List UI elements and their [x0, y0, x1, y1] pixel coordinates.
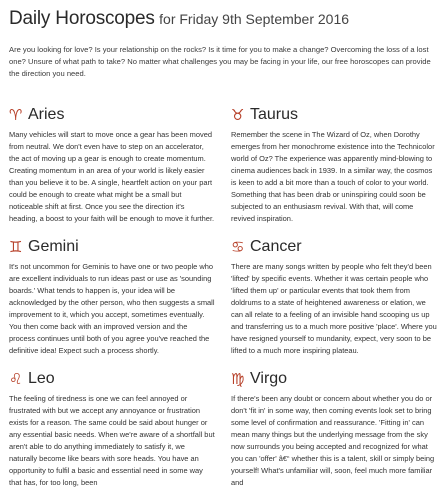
- intro-text: Are you looking for love? Is your relationship on the rocks? Is it time for you to make a change? Overcoming the loss of a lost one? Unsure of what path to take? No matter what challenges you may be facing in your life, our free horoscopes can provide the direction you need.: [9, 45, 431, 78]
- sign-name-taurus[interactable]: Taurus: [250, 106, 299, 123]
- page-header: [9, 8, 436, 30]
- sign-name-aries[interactable]: Aries: [28, 106, 65, 123]
- sign-text-aries: Many vehicles will start to move once a gear has been moved from neutral. We don't even have to step on an accelerator, the act of moving up a gear is enough to create momentum. Creating momentum in an area of your world is likely easier than you believe it to be. A single, heartfelt action on your part could be enough to create what might be a small but noticeable shift at first. Once you see the direction it's heading, a boost to your faith will be enough to move it further.: [9, 130, 215, 223]
- taurus-icon: ♉: [231, 106, 245, 124]
- sign-taurus: [231, 104, 437, 225]
- aries-icon: ♈: [9, 106, 23, 124]
- cancer-icon: ♋: [231, 238, 245, 256]
- sign-name-virgo[interactable]: Virgo: [250, 370, 288, 387]
- sign-gemini: [9, 236, 215, 357]
- virgo-icon: ♍: [231, 370, 245, 388]
- sign-text-virgo: If there's been any doubt or concern about whether you do or don't 'fit in' in some way, then coming events look set to bring some level of confirmation and reassurance. 'Fitting in' can mean many things but the underlying message from the sky now surrounds you being accepted and recognized for what you can 'offer' â€“ whether this is a talent, skill or simply being yourself! What's unfamiliar will, soon, feel much more familiar and: [231, 394, 435, 487]
- sign-virgo: [231, 368, 437, 489]
- gemini-icon: ♊: [9, 238, 23, 256]
- leo-icon: ♌: [9, 370, 23, 388]
- sign-name-cancer[interactable]: Cancer: [250, 238, 302, 255]
- sign-text-gemini: It's not uncommon for Geminis to have one or two people who are excellent individuals to run ideas past or use as 'sounding boards.' What tends to happen is, your idea will be acknowledged by the other person, who then suggests a small improvement to it, which you accept, sometimes eventually. You then come back with an improved version and the process continues until both of you agree you've reached the definitive idea! Expect such a process shortly.: [9, 262, 215, 355]
- sign-text-cancer: There are many songs written by people who felt they'd been 'lifted' by specific events. Whether it was certain people who 'lifted them up' or particular events that took them from doldrums to a state of heightened awareness or elation, we can all relate to a feeling of an invisible hand scooping us up and transferring us to a much more positive 'place'. Where you have resigned yourself to mundanity, expect, very soon to be lifted to a much more inspiring plateau.: [231, 262, 437, 355]
- sign-text-leo: The feeling of tiredness is one we can feel annoyed or frustrated with but we accept any annoyance or frustration exists for a reason. The same could be said about hunger or any essential basic needs. When we're aware of a shortfall but aren't able to do anything immediately to satisfy it, we naturally become like bears with sore heads. You have an opportunity to fulfil a basic and essential need in some way that has, for too long, been: [9, 394, 215, 487]
- page-subtitle: for Friday 9th September 2016: [159, 11, 350, 27]
- sign-name-leo[interactable]: Leo: [28, 370, 55, 387]
- sign-cancer: [231, 236, 437, 357]
- sign-leo: [9, 368, 215, 489]
- sign-text-taurus: Remember the scene in The Wizard of Oz, when Dorothy emerges from her monochrome existence into the Technicolor world of Oz? The experience was apparently mind-blowing to cinema audiences back in 1939. In a similar way, the cosmos is keen to add a bit more than a touch of color to your world. Something that has been drab or uninspiring could soon be subjected to an enthusiasm revival. With that, will come revived inspiration.: [231, 130, 435, 223]
- page-title: Daily Horoscopes: [9, 8, 155, 29]
- sign-aries: [9, 104, 215, 225]
- sign-name-gemini[interactable]: Gemini: [28, 238, 79, 255]
